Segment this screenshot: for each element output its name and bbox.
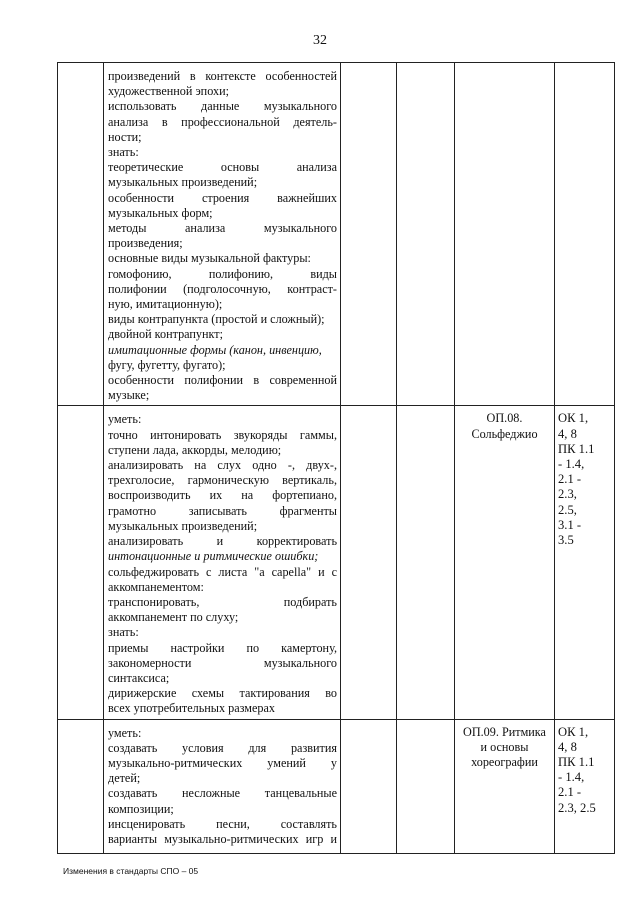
- content-line: анализа в профессиональной деятель-: [108, 114, 337, 129]
- content-line: музыкальных форм;: [108, 205, 213, 220]
- table-row: [58, 719, 615, 853]
- content-lines: [104, 720, 340, 850]
- content-line: грамотно записывать фрагменты: [108, 503, 337, 518]
- content-line: музыкально-ритмических умений у: [108, 755, 337, 770]
- content-line: особенности полифонии в современной: [108, 373, 337, 388]
- content-line: фугу, фугетту, фугато);: [108, 357, 226, 372]
- competency-line: ОК 1,: [558, 724, 589, 739]
- competency-line: 3.5: [558, 533, 574, 548]
- content-line: композиции;: [108, 801, 174, 816]
- content-cell: [104, 406, 341, 719]
- content-lines: [104, 406, 340, 718]
- empty-cell: [58, 719, 104, 853]
- content-line: всех употребительных размерах: [108, 701, 275, 716]
- content-line: трехголосие, гармоническую вертикаль,: [108, 473, 337, 488]
- content-line: аккомпанемент по слуху;: [108, 610, 239, 625]
- content-line: методы анализа музыкального: [108, 221, 337, 236]
- content-line: музыке;: [108, 388, 150, 403]
- competencies-cell: [555, 63, 615, 406]
- content-line: виды контрапункта (простой и сложный);: [108, 312, 325, 327]
- content-line: транспонировать, подбирать: [108, 594, 337, 609]
- empty-cell: [397, 719, 455, 853]
- competency-line: 2.1 -: [558, 785, 582, 800]
- content-line: полифонии (подголосочную, контраст-: [108, 281, 337, 296]
- discipline-code-cell: [455, 719, 555, 853]
- content-line: синтаксиса;: [108, 670, 170, 685]
- content-line: ности;: [108, 129, 142, 144]
- content-cell: [104, 63, 341, 406]
- content-line: теоретические основы анализа: [108, 160, 337, 175]
- content-lines: [104, 63, 340, 405]
- table-row: [58, 63, 615, 406]
- content-line: сольфеджировать с листа "a capella" и с: [108, 564, 337, 579]
- competency-line: - 1.4,: [558, 770, 585, 785]
- content-line: знать:: [108, 145, 139, 160]
- content-line: музыкальных произведений;: [108, 175, 258, 190]
- discipline-code-cell: [455, 63, 555, 406]
- content-line: приемы настройки по камертону,: [108, 640, 337, 655]
- content-line: произведений в контексте особенностей: [108, 69, 337, 83]
- page-number: 32: [313, 33, 327, 48]
- content-line: варианты музыкально-ритмических игр и: [108, 831, 337, 846]
- competency-line: - 1.4,: [558, 457, 585, 472]
- discipline-code-line: хореографии: [471, 754, 538, 769]
- content-line: произведения;: [108, 236, 183, 251]
- competency-line: 4, 8: [558, 739, 577, 754]
- empty-cell: [397, 406, 455, 719]
- content-line: особенности строения важнейших: [108, 190, 337, 205]
- competency-line: 4, 8: [558, 426, 577, 441]
- content-line: создавать несложные танцевальные: [108, 786, 337, 801]
- content-line: ную, имитационную);: [108, 297, 223, 312]
- competency-line: ОК 1,: [558, 411, 589, 426]
- content-line: ступени лада, аккорды, мелодию;: [108, 442, 282, 457]
- competency-line: 2.1 -: [558, 472, 582, 487]
- empty-cell: [341, 406, 397, 719]
- content-line: художественной эпохи;: [108, 84, 229, 99]
- competency-line: ПК 1.1: [558, 441, 595, 456]
- content-line: дирижерские схемы тактирования во: [108, 686, 337, 701]
- competencies-cell: [555, 406, 615, 719]
- table-row: [58, 406, 615, 719]
- content-cell: [104, 719, 341, 853]
- competencies: [555, 63, 614, 68]
- empty-cell: [397, 63, 455, 406]
- competencies: [555, 720, 614, 816]
- discipline-code-line: Сольфеджио: [471, 426, 538, 441]
- content-line: использовать данные музыкального: [108, 99, 337, 114]
- content-line: аккомпанементом:: [108, 579, 204, 594]
- competency-line: 2.3,: [558, 487, 577, 502]
- competency-line: 2.5,: [558, 502, 577, 517]
- content-line: инсценировать песни, составлять: [108, 816, 337, 831]
- content-line: уметь:: [108, 412, 142, 427]
- competency-line: 2.3, 2.5: [558, 800, 596, 815]
- content-line: интонационные и ритмические ошибки;: [108, 549, 319, 564]
- content-line: детей;: [108, 771, 141, 786]
- discipline-code: [455, 720, 554, 771]
- discipline-code-cell: [455, 406, 555, 719]
- competencies-cell: [555, 719, 615, 853]
- content-line: точно интонировать звукоряды гаммы,: [108, 427, 337, 442]
- discipline-code-line: ОП.09. Ритмика: [463, 724, 546, 739]
- content-line: закономерности музыкального: [108, 655, 337, 670]
- footer-note: Изменения в стандарты СПО – 05: [63, 866, 199, 876]
- competencies: [555, 406, 614, 548]
- competency-line: 3.1 -: [558, 517, 582, 532]
- content-line: основные виды музыкальной фактуры:: [108, 251, 311, 266]
- content-line: анализировать на слух одно -, двух-,: [108, 458, 337, 473]
- content-line: уметь:: [108, 725, 142, 740]
- discipline-code: [455, 406, 554, 441]
- discipline-code-line: и основы: [480, 739, 529, 754]
- empty-cell: [341, 719, 397, 853]
- empty-cell: [58, 63, 104, 406]
- competency-line: ПК 1.1: [558, 754, 595, 769]
- content-line: музыкальных произведений;: [108, 518, 258, 533]
- discipline-code-line: ОП.08.: [486, 411, 523, 426]
- curriculum-table: [57, 62, 615, 854]
- content-line: анализировать и корректировать: [108, 534, 337, 549]
- content-line: создавать условия для развития: [108, 740, 337, 755]
- content-line: двойной контрапункт;: [108, 327, 224, 342]
- discipline-code: [455, 63, 554, 68]
- content-line: воспроизводить их на фортепиано,: [108, 488, 337, 503]
- empty-cell: [58, 406, 104, 719]
- content-line: гомофонию, полифонию, виды: [108, 266, 337, 281]
- content-line: имитационные формы (канон, инвенцию,: [108, 342, 322, 357]
- empty-cell: [341, 63, 397, 406]
- content-line: знать:: [108, 625, 139, 640]
